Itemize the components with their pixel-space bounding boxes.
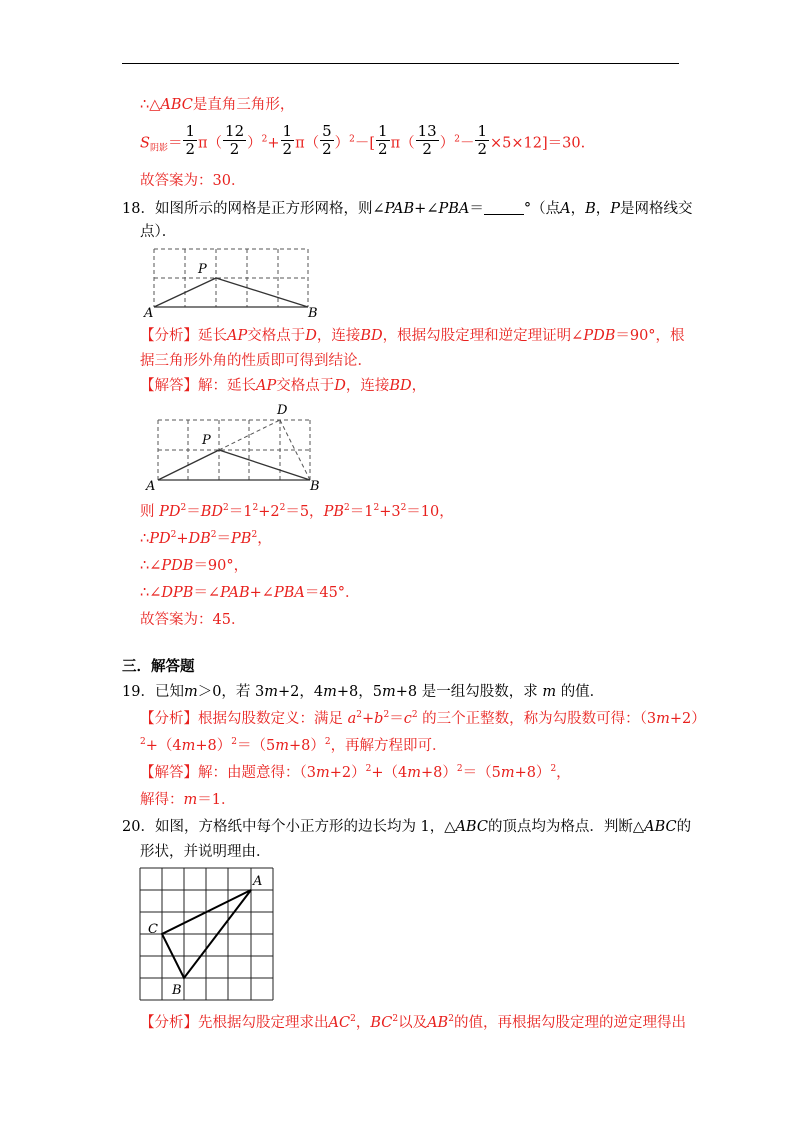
dashed-grid: [154, 249, 308, 307]
fraction: $\frac{5}{2}$: [322, 122, 332, 158]
answer-blank: [484, 200, 524, 215]
fraction: $\frac{1}{2}$: [477, 122, 487, 158]
triangle-pab: [158, 450, 310, 480]
q20-stem-line1: 20．如图，方格纸中每个小正方形的边长均为 1，△ABC的顶点均为格点．判断△ABC的: [122, 819, 692, 835]
q20-stem-line2: 形状，并说明理由．: [140, 844, 271, 860]
q18-stem-line1: 18．如图所示的网格是正方形网格，则∠PAB+∠PBA＝ °（点A，B，P是网格线交: [122, 201, 693, 217]
q18-analysis-line2: 据三角形外角的性质即可得到结论．: [140, 353, 372, 369]
q18-solution-line1: 【解答】解：延长AP交格点于D，连接BD，: [140, 378, 427, 394]
q18-stem-line2: 点）．: [140, 224, 177, 240]
q18-analysis-line1: 【分析】延长AP交格点于D，连接BD，根据勾股定理和逆定理证明∠PDB＝90°，根: [140, 328, 685, 344]
label-d: D: [277, 403, 288, 418]
label-p: P: [198, 262, 207, 277]
q20-figure: [140, 866, 280, 1006]
q18-step4: ∴∠DPB＝∠PAB+∠PBA＝45°．: [140, 585, 360, 601]
fraction: $\frac{1}{2}$: [185, 122, 195, 158]
fraction: $\frac{1}{2}$: [282, 122, 293, 158]
label-c: C: [148, 922, 158, 937]
q17-conclusion: ∴△ABC是直角三角形，: [140, 97, 295, 113]
q19-result: 解得：m＝1．: [140, 792, 236, 808]
q18-step2: $\therefore PD^2+DB^2=PB^2$，: [140, 530, 272, 547]
q20-analysis: 【分析】先根据勾股定理求出$AC^2$，$BC^2$以及$AB^2$的值，再根据勾股定理的逆定理得出: [140, 1014, 686, 1031]
q18-step3: ∴∠PDB＝90°，: [140, 558, 249, 574]
label-b: B: [310, 479, 320, 494]
q18-calc-line1: 则 $PD^2=BD^2=1^2+2^2=5$，$PB^2=1^2+3^2=10$，: [140, 503, 454, 520]
label-a: A: [144, 306, 154, 321]
section-heading: 三．解答题: [122, 658, 195, 675]
q18-figure: [140, 245, 320, 325]
q19-solution: 【解答】解：由题意得：$(3m+2)^2+(4m+8)^2=(5m+8)^2$，: [140, 764, 571, 781]
q19-analysis-line1: 【分析】根据勾股数定义：满足 $a^2+b^2=c^2$ 的三个正整数，称为勾股数可得：（3m+2）: [140, 710, 706, 727]
label-a: A: [146, 479, 156, 494]
label-p: P: [202, 433, 211, 448]
q19-analysis-line2: $^2+(4m+8)^2=(5m+8)^2$，再解方程即可．: [140, 737, 447, 754]
fraction: $\frac{12}{2}$: [225, 122, 245, 158]
label-b: B: [308, 306, 318, 321]
triangle-pab: [154, 278, 308, 307]
header-rule: [122, 63, 679, 64]
label-a: A: [253, 874, 263, 889]
q17-area-formula: $S_{阴影}=$ $\frac{1}{2}$ π（ $\frac{12}{2}$ ）$^2$+ $\frac{1}{2}$ π（ $\frac{5}{2}$ ）$^2$－[ $\frac{1}{2}$ π（ $\frac{13}{2}$ ）$^2$－ $\frac{1}{2}$ ×5×12]＝30.: [140, 122, 586, 158]
fraction: $\frac{13}{2}$: [417, 122, 437, 158]
q17-answer: 故答案为：30．: [140, 173, 246, 189]
q18-answer: 故答案为：45．: [140, 612, 246, 628]
q19-stem: 19．已知m＞0，若 3m+2，4m+8，5m+8 是一组勾股数，求 m 的值．: [122, 684, 605, 700]
fraction: $\frac{1}{2}$: [378, 122, 388, 158]
dashed-grid: [158, 420, 310, 480]
label-b: B: [172, 983, 182, 998]
q18-solution-figure: [140, 400, 320, 495]
